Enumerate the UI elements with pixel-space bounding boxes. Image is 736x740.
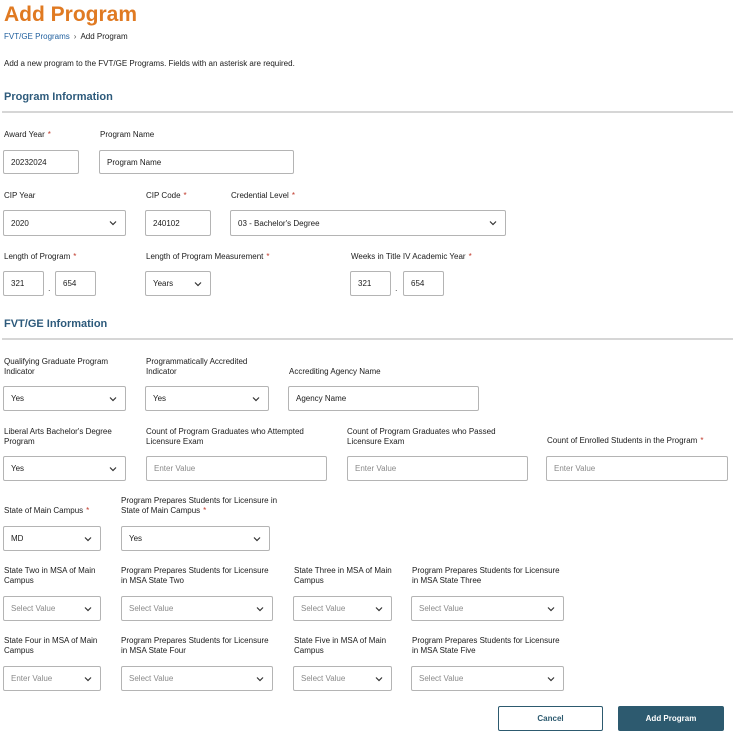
chevron-down-icon xyxy=(546,604,556,614)
state-five-select[interactable]: Select Value xyxy=(293,666,392,691)
count-attempted-label: Count of Program Graduates who Attempted Licensure Exam xyxy=(146,427,304,446)
state-two-select[interactable]: Select Value xyxy=(3,596,101,621)
chevron-down-icon xyxy=(83,534,93,544)
award-year-input[interactable] xyxy=(3,150,79,174)
weeks-title-iv-whole-input[interactable] xyxy=(350,271,391,296)
count-enrolled-label: Count of Enrolled Students in the Program * xyxy=(547,436,704,445)
state-three-label: State Three in MSA of Main Campus xyxy=(294,566,392,585)
prepares-two-select[interactable]: Select Value xyxy=(121,596,273,621)
weeks-title-iv-label: Weeks in Title IV Academic Year * xyxy=(351,252,472,261)
programmatically-accredited-label: Programmatically Accredited Indicator xyxy=(146,357,248,376)
chevron-down-icon xyxy=(255,674,265,684)
breadcrumb xyxy=(4,32,128,41)
count-passed-label: Count of Program Graduates who Passed Licensure Exam xyxy=(347,427,496,446)
breadcrumb-current: Add Program xyxy=(80,32,128,41)
qualifying-graduate-select[interactable]: Yes xyxy=(3,386,126,411)
breadcrumb-separator: › xyxy=(73,32,77,41)
chevron-down-icon xyxy=(251,394,261,404)
length-of-program-whole-input[interactable] xyxy=(3,271,44,296)
award-year-label: Award Year * xyxy=(4,130,51,139)
chevron-down-icon xyxy=(374,674,384,684)
liberal-arts-select[interactable]: Yes xyxy=(3,456,126,481)
chevron-down-icon xyxy=(546,674,556,684)
section-heading-fvt-info: FVT/GE Information xyxy=(4,318,108,330)
cip-year-label: CIP Year xyxy=(4,191,36,200)
accrediting-agency-input[interactable] xyxy=(288,386,479,411)
state-three-select[interactable]: Select Value xyxy=(293,596,392,621)
chevron-down-icon xyxy=(488,218,498,228)
liberal-arts-label: Liberal Arts Bachelor's Degree Program xyxy=(4,427,112,446)
length-measurement-label: Length of Program Measurement * xyxy=(146,252,270,261)
chevron-down-icon xyxy=(108,464,118,474)
chevron-down-icon xyxy=(252,534,262,544)
prepares-two-label: Program Prepares Students for Licensure in MSA State Two xyxy=(121,566,269,585)
section-divider xyxy=(2,338,733,340)
prepares-five-select[interactable]: Select Value xyxy=(411,666,564,691)
chevron-down-icon xyxy=(108,218,118,228)
prepares-three-select[interactable]: Select Value xyxy=(411,596,564,621)
state-five-label: State Five in MSA of Main Campus xyxy=(294,636,387,655)
chevron-down-icon xyxy=(108,394,118,404)
chevron-down-icon xyxy=(83,674,93,684)
programmatically-accredited-select[interactable]: Yes xyxy=(145,386,269,411)
chevron-down-icon xyxy=(193,279,203,289)
state-two-label: State Two in MSA of Main Campus xyxy=(4,566,96,585)
decimal-separator: . xyxy=(48,283,51,293)
qualifying-graduate-label: Qualifying Graduate Program Indicator xyxy=(4,357,109,376)
credential-level-label: Credential Level * xyxy=(231,191,295,200)
cip-year-select[interactable]: 2020 xyxy=(3,210,126,236)
page-title: Add Program xyxy=(4,3,138,26)
decimal-separator: . xyxy=(395,283,398,293)
chevron-down-icon xyxy=(83,604,93,614)
cip-code-label: CIP Code * xyxy=(146,191,187,200)
accrediting-agency-label: Accrediting Agency Name xyxy=(289,367,381,376)
prepares-five-label: Program Prepares Students for Licensure in MSA State Five xyxy=(412,636,560,655)
intro-text: Add a new program to the FVT/GE Programs. Fields with an asterisk are required. xyxy=(4,59,295,68)
count-enrolled-input[interactable] xyxy=(546,456,728,481)
prepares-three-label: Program Prepares Students for Licensure in MSA State Three xyxy=(412,566,560,585)
program-name-label: Program Name xyxy=(100,130,155,139)
state-four-select[interactable]: Enter Value xyxy=(3,666,101,691)
length-of-program-fraction-input[interactable] xyxy=(55,271,96,296)
count-passed-input[interactable] xyxy=(347,456,528,481)
length-measurement-select[interactable]: Years xyxy=(145,271,211,296)
section-heading-program-info: Program Information xyxy=(4,91,113,103)
section-divider xyxy=(2,111,733,113)
chevron-down-icon xyxy=(255,604,265,614)
cip-code-input[interactable] xyxy=(145,210,211,236)
cancel-button[interactable]: Cancel xyxy=(498,706,603,731)
chevron-down-icon xyxy=(374,604,384,614)
weeks-title-iv-fraction-input[interactable] xyxy=(403,271,444,296)
count-attempted-input[interactable] xyxy=(146,456,327,481)
add-program-button[interactable]: Add Program xyxy=(618,706,724,731)
program-name-input[interactable] xyxy=(99,150,294,174)
prepares-four-label: Program Prepares Students for Licensure in MSA State Four xyxy=(121,636,269,655)
state-main-select[interactable]: MD xyxy=(3,526,101,551)
prepares-main-select[interactable]: Yes xyxy=(121,526,270,551)
credential-level-select[interactable]: 03 - Bachelor's Degree xyxy=(230,210,506,236)
state-four-label: State Four in MSA of Main Campus xyxy=(4,636,98,655)
prepares-four-select[interactable]: Select Value xyxy=(121,666,273,691)
length-of-program-label: Length of Program * xyxy=(4,252,77,261)
prepares-main-label: Program Prepares Students for Licensure in State of Main Campus * xyxy=(121,496,278,515)
breadcrumb-link-programs[interactable]: FVT/GE Programs xyxy=(4,32,70,41)
state-main-label: State of Main Campus * xyxy=(4,506,90,515)
